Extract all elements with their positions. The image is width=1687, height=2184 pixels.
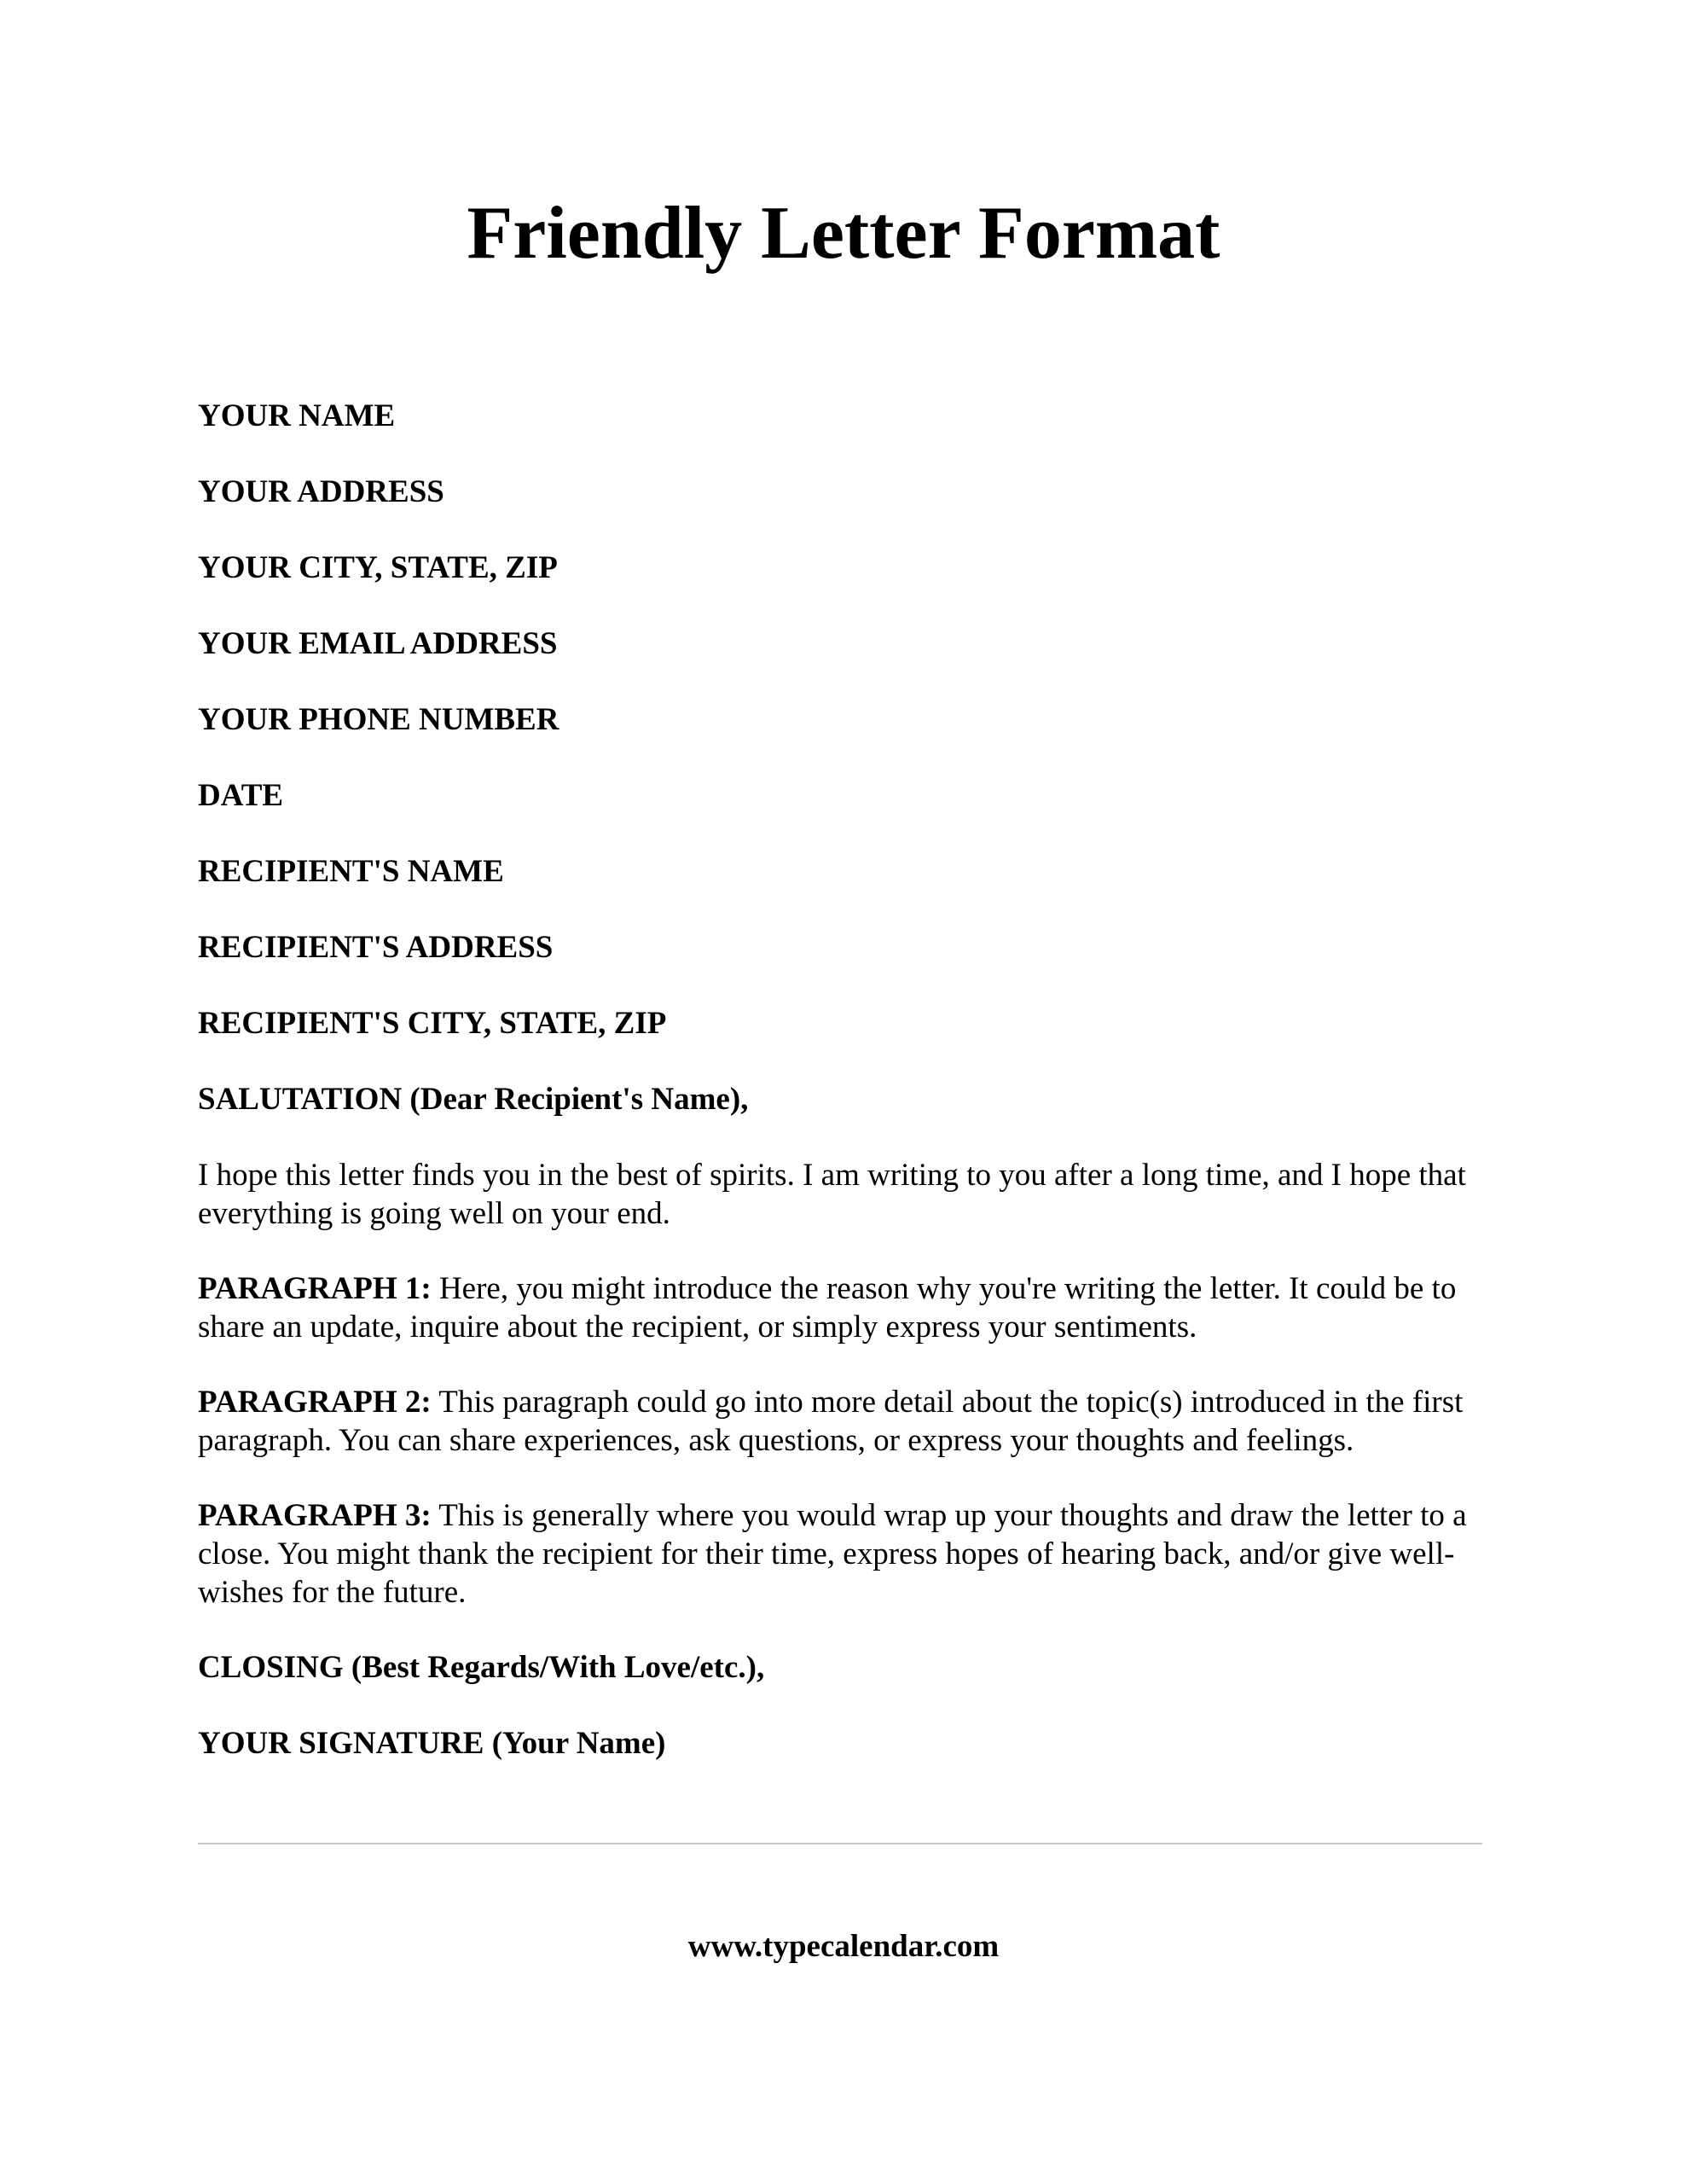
paragraph-1-label: PARAGRAPH 1:	[198, 1271, 432, 1306]
footer-divider	[198, 1843, 1482, 1844]
sender-city-state-zip: YOUR CITY, STATE, ZIP	[198, 550, 558, 585]
recipient-name: RECIPIENT'S NAME	[198, 854, 504, 889]
sender-name: YOUR NAME	[198, 398, 396, 433]
paragraph-1-text: Here, you might introduce the reason why you're writing the letter. It could be to share an update, inquire about the recipient, or simply express your sentiments.	[198, 1271, 1457, 1345]
recipient-address: RECIPIENT'S ADDRESS	[198, 930, 554, 965]
paragraph-3-text: This is generally where you would wrap up your thoughts and draw the letter to a close. You might thank the recipient for their time, express hopes of hearing back, and/or give well-wishes for the future.	[198, 1498, 1467, 1610]
website-link[interactable]: www.typecalendar.com	[687, 1929, 1000, 1964]
intro-paragraph: I hope this letter finds you in the best of spirits. I am writing to you after a long time, and I hope that everything is going well on your end.	[198, 1158, 1466, 1231]
letter-date: DATE	[198, 778, 284, 813]
salutation: SALUTATION (Dear Recipient's Name),	[198, 1082, 749, 1117]
paragraph-2-label: PARAGRAPH 2:	[198, 1385, 432, 1420]
sender-phone: YOUR PHONE NUMBER	[198, 702, 559, 737]
paragraph-1	[198, 1269, 1494, 1346]
paragraph-3-label: PARAGRAPH 3:	[198, 1498, 432, 1533]
paragraph-2-text: This paragraph could go into more detail about the topic(s) introduced in the first paragraph. You can share experiences, ask questions, or express your thoughts and feelings.	[198, 1385, 1464, 1458]
page-title: Friendly Letter Format	[467, 192, 1220, 275]
paragraph-3	[198, 1496, 1494, 1612]
signature: YOUR SIGNATURE (Your Name)	[198, 1726, 666, 1761]
paragraph-2	[198, 1383, 1494, 1460]
sender-address: YOUR ADDRESS	[198, 474, 444, 509]
sender-email: YOUR EMAIL ADDRESS	[198, 626, 558, 661]
closing: CLOSING (Best Regards/With Love/etc.),	[198, 1650, 765, 1685]
recipient-city-state-zip: RECIPIENT'S CITY, STATE, ZIP	[198, 1006, 667, 1041]
